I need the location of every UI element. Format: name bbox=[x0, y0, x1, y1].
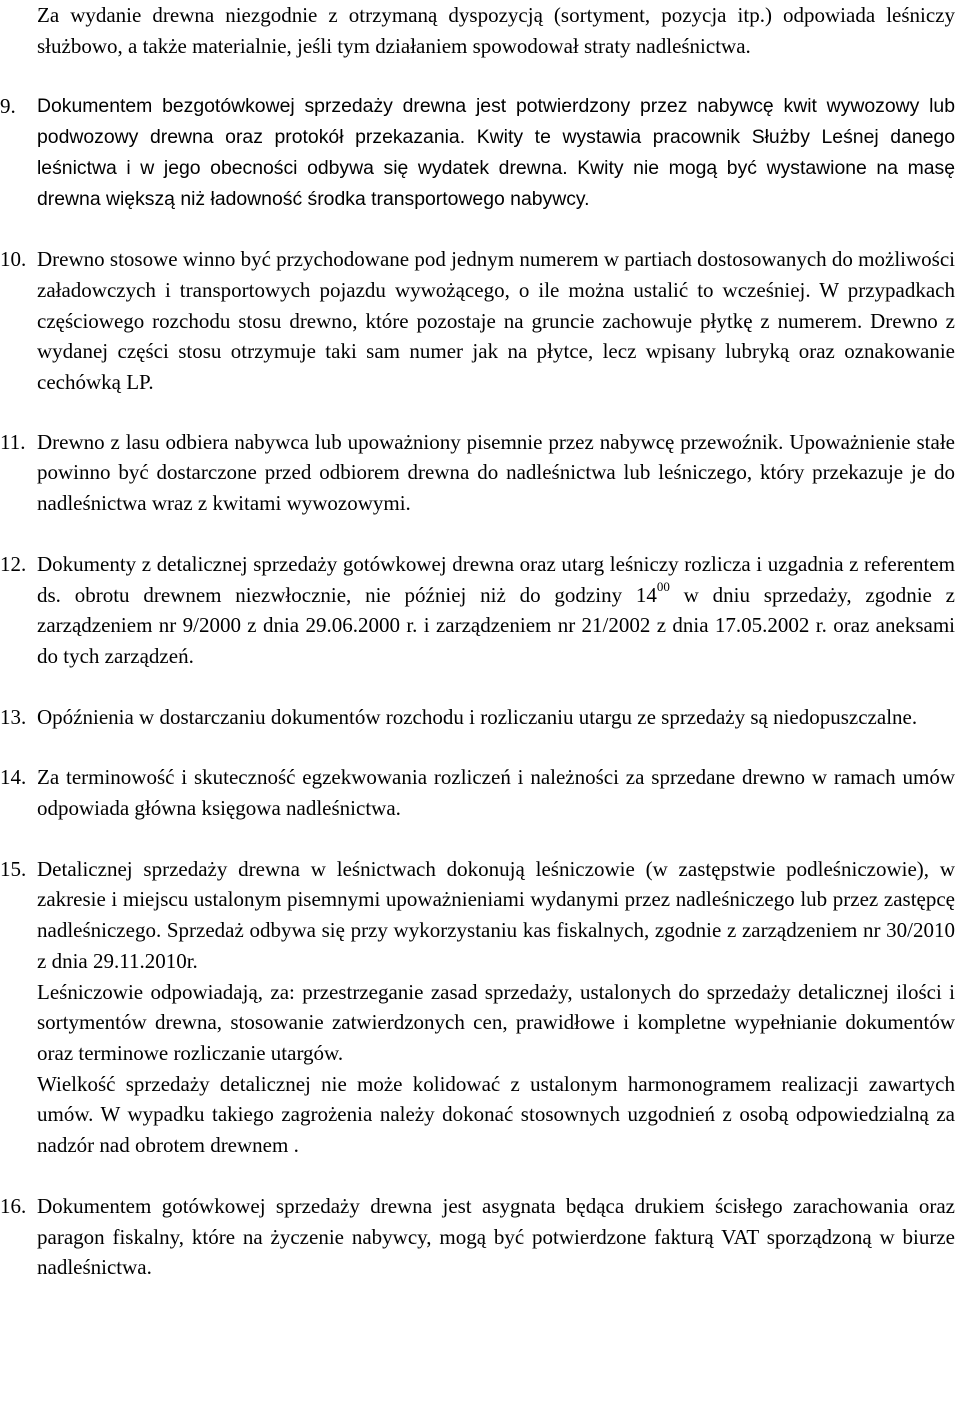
item-number: 15. bbox=[0, 856, 27, 881]
item-text bbox=[37, 549, 955, 672]
item-text: Za terminowość i skuteczność egzekwowania rozliczeń i należności za sprzedane drewno w ramach umów odpowiada główna księgowa nadleśnictwa. bbox=[37, 765, 955, 821]
list-item-10 bbox=[0, 244, 955, 398]
item-number: 11. bbox=[0, 429, 26, 454]
item-text: Detalicznej sprzedaży drewna w leśnictwach dokonują leśniczowie (w zastępstwie podleśniczowie), w zakresie i miejscu ustalonym pisemnymi upoważnieniami wydanymi przez nadleśniczego lub przez zastępcę nadleśniczego. Sprzedaż odbywa się przy wykorzystaniu kas fiskalnych, zgodnie z zarządzeniem nr 30/2010 z dnia 29.11.2010r. bbox=[37, 856, 955, 973]
list-item-15 bbox=[0, 854, 955, 1161]
item-text-part-a: Drewno stosowe winno być przychodowane pod jednym numerem w partiach dostosowanych do możliwości załadowczych i transportowych pojazdu wywożącego, o ile można ustalić to wcześniej. bbox=[37, 247, 955, 302]
item-text-part-a: Dokumenty z detalicznej sprzedaży gotówkowej drewna oraz utarg leśniczy rozlicza i uzgadnia z referentem ds. obrotu drewnem niezwłocznie, nie później niż do godziny 14 bbox=[37, 551, 955, 607]
item-text-part-b: W przypadkach częściowego rozchodu stosu drewno, które pozostaje na gruncie zachowuje płytkę z numerem. Drewno z wydanej części stosu otrzymuje taki sam numer jak na płytce, lecz wpisany lubryką oraz oznakowanie cechówką LP. bbox=[37, 277, 955, 395]
item-text-part-b: w dniu sprzedaży, zgodnie z zarządzeniem nr 9/2000 z dnia 29.06.2000 r. i zarządzeniem nr 21/2002 z dnia 17.05.2002 r. oraz aneksami do tych zarządzeń. bbox=[37, 582, 955, 668]
list-item-13 bbox=[0, 702, 955, 733]
item-text: Drewno z lasu odbiera nabywca lub upoważniony pisemnie przez nabywcę przewoźnik. Upoważnienie stałe powinno być dostarczone przed odbiorem drewna do nadleśnictwa lub leśniczego, który przekazuje je do nadleśnictwa wraz z kwitami wywozowymi. bbox=[37, 429, 955, 516]
intro-paragraph: Za wydanie drewna niezgodnie z otrzymaną dyspozycją (sortyment, pozycja itp.) odpowiada leśniczy służbowo, a także materialnie, jeśli tym działaniem spowodował straty nadleśnictwa. bbox=[37, 3, 955, 58]
time-superscript: 00 bbox=[656, 578, 670, 594]
item-text-volume: Wielkość sprzedaży detalicznej nie może kolidować z ustalonym harmonogramem realizacji zawartych umów. W wypadku takiego zagrożenia należy dokonać stosownych uzgodnień z osobą odpowiedzialną za nadzór nad obrotem drewnem . bbox=[37, 1071, 955, 1158]
list-item-16 bbox=[0, 1191, 955, 1283]
item-text-responsibilities: Leśniczowie odpowiadają, za: przestrzeganie zasad sprzedaży, ustalonych do sprzedaży detalicznej ilości i sortymentów drewna, stosowanie zatwierdzonych cen, prawidłowe i kompletne wypełnianie dokumentów oraz terminowe rozliczanie utargów. bbox=[37, 979, 955, 1065]
item-number: 9. bbox=[0, 94, 16, 119]
item-text: Dokumentem gotówkowej sprzedaży drewna jest asygnata będąca drukiem ścisłego zarachowania oraz paragon fiskalny, które na życzenie nabywcy, mogą być potwierdzone fakturą VAT sporządzoną w biurze nadleśnictwa. bbox=[37, 1193, 955, 1280]
item-text bbox=[37, 91, 955, 214]
item-number: 13. bbox=[0, 704, 27, 729]
item-number: 10. bbox=[0, 247, 27, 272]
item-text-part-b: Kwity te wystawia pracownik Służby Leśnej danego leśnictwa i w jego obecności odbywa się wydatek drewna. Kwity nie mogą być wystawione na masę drewna większą niż ładowność środka transportowego nabywcy. bbox=[37, 126, 955, 210]
item-number: 16. bbox=[0, 1193, 27, 1218]
list-item-9 bbox=[0, 91, 955, 214]
list-item-14 bbox=[0, 762, 955, 823]
item-text-part-a: Dokumentem bezgotówkowej sprzedaży drewna jest potwierdzony przez nabywcę kwit wywozowy lub podwozowy drewna oraz protokół przekazania. bbox=[37, 95, 955, 149]
item-number: 12. bbox=[0, 551, 27, 576]
item-number: 14. bbox=[0, 765, 27, 790]
item-text: Opóźnienia w dostarczaniu dokumentów rozchodu i rozliczaniu utargu ze sprzedaży są niedopuszczalne. bbox=[37, 704, 918, 729]
item-text bbox=[37, 244, 955, 398]
list-item-11 bbox=[0, 427, 955, 519]
list-item-12 bbox=[0, 549, 955, 672]
